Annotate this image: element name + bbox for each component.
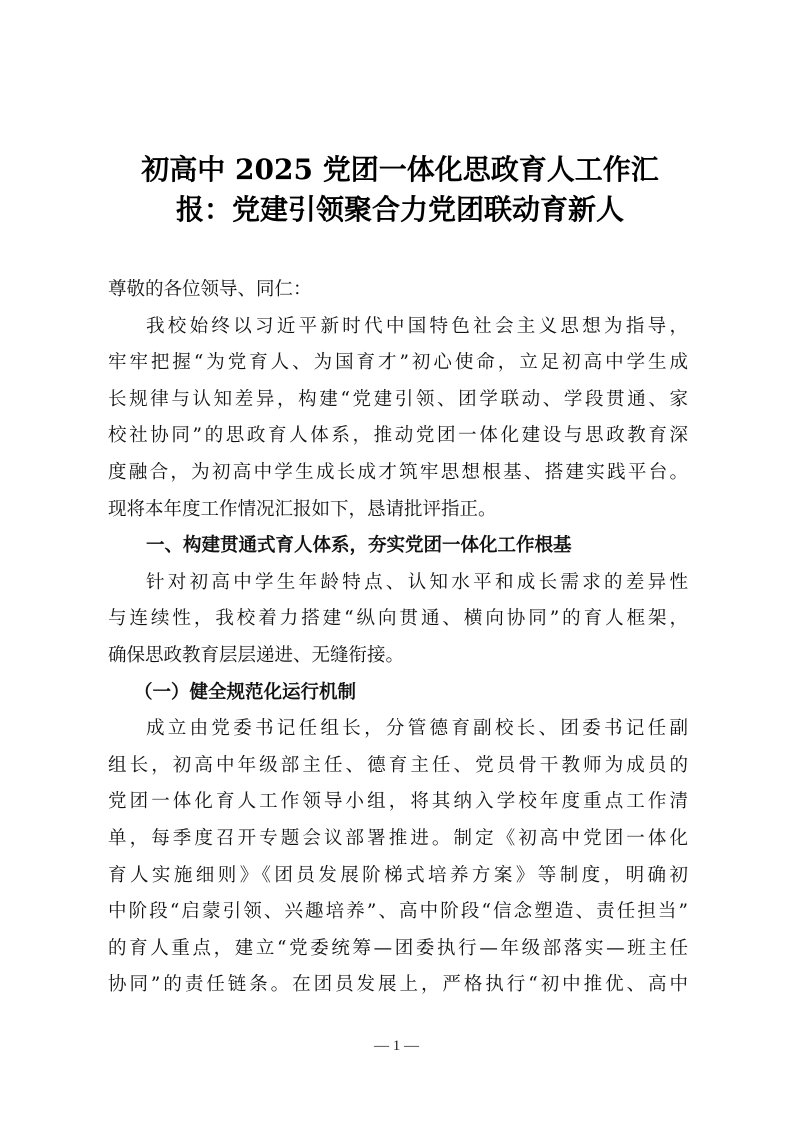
section-1-line-3: 确保思政教育层层递进、无缝衔接。	[108, 644, 405, 666]
section-1-line-2: 与连续性，我校着力搭建“纵向贯通、横向协同”的育人框架，	[108, 608, 688, 630]
intro-line-1: 我校始终以习近平新时代中国特色社会主义思想为指导，	[146, 315, 688, 337]
page-number: — 1 —	[374, 1038, 419, 1054]
intro-line-3: 长规律与认知差异，构建“党建引领、团学联动、学段贯通、家	[108, 388, 688, 410]
intro-line-4: 校社协同”的思政育人体系，推动党团一体化建设与思政教育深	[108, 425, 688, 447]
section-1-line-1: 针对初高中学生年龄特点、认知水平和成长需求的差异性	[146, 571, 688, 593]
intro-line-6: 现将本年度工作情况汇报如下，恳请批评指正。	[108, 498, 497, 520]
subsection-1-heading: （一）健全规范化运行机制	[134, 681, 357, 703]
salutation: 尊敬的各位领导、同仁：	[108, 279, 312, 300]
document-body	[108, 272, 688, 1004]
subsection-1-line-6: 中阶段“启蒙引领、兴趣培养”、高中阶段“信念塑造、责任担当”	[108, 901, 688, 923]
title-line-1: 初高中 2025 党团一体化思政育人工作汇	[141, 153, 659, 186]
subsection-1-line-8: 协同”的责任链条。在团员发展上，严格执行“初中推优、高中	[108, 974, 688, 996]
subsection-1-line-7: 的育人重点，建立“党委统筹—团委执行—年级部落实—班主任	[108, 937, 688, 959]
intro-line-2: 牢牢把握“为党育人、为国育才”初心使命，立足初高中学生成	[108, 352, 688, 374]
title-line-2: 报：党建引领聚合力党团联动育新人	[175, 193, 624, 226]
subsection-1-line-3: 党团一体化育人工作领导小组，将其纳入学校年度重点工作清	[108, 791, 688, 813]
subsection-1-line-1: 成立由党委书记任组长，分管德育副校长、团委书记任副	[146, 718, 688, 740]
subsection-1-line-4: 单，每季度召开专题会议部署推进。制定《初高中党团一体化	[108, 827, 688, 849]
document-title	[100, 150, 700, 230]
subsection-1-line-5: 育人实施细则》《团员发展阶梯式培养方案》等制度，明确初	[108, 864, 688, 886]
section-1-heading: 一、构建贯通式育人体系，夯实党团一体化工作根基	[146, 535, 572, 557]
subsection-1-line-2: 组长，初高中年级部主任、德育主任、党员骨干教师为成员的	[108, 754, 688, 776]
intro-line-5: 度融合，为初高中学生成长成才筑牢思想根基、搭建实践平台。	[108, 461, 688, 483]
